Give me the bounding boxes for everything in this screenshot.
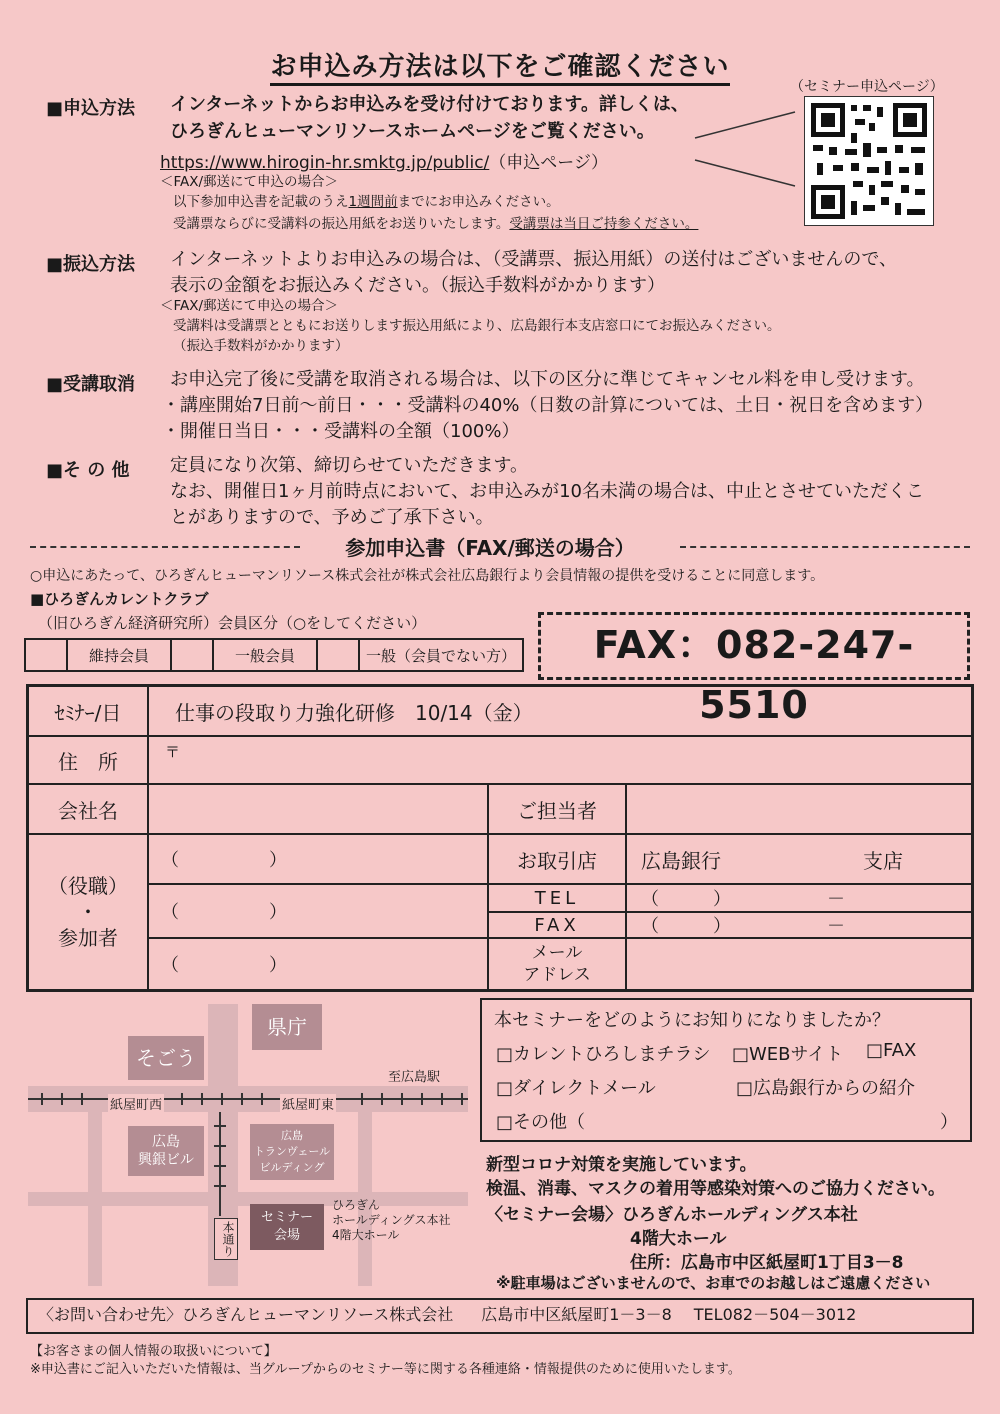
survey-option-other[interactable]: □その他（ [496,1112,586,1133]
map-tranvert-building: 広島 トランヴェール ビルディング [250,1124,334,1180]
application-form [26,684,974,992]
cancel-line3: ・開催日当日・・・受講料の全額（100%） [162,421,520,442]
map-kencho: 県庁 [252,1004,322,1050]
venue-map [28,996,468,1286]
covid-line2: 検温、消毒、マスクの着用等感染対策へのご協力ください。 [486,1179,945,1199]
seminar-label: ｾﾐﾅｰ/日 [28,686,148,736]
map-kogin-building: 広島 興銀ビル [128,1126,204,1176]
map-hq-label: ひろぎん ホールディングス本社 4階大ホール [332,1198,451,1242]
map-venue: セミナー 会場 [250,1204,324,1250]
venue-address: 住所：広島市中区紙屋町1丁目3－8 [630,1253,904,1273]
transfer-line2: 表示の金額をお振込みください。（振込手数料がかかります） [170,275,665,296]
page-title: お申込み方法は以下をご確認ください [0,46,1000,83]
contact-box: 〈お問い合わせ先〉ひろぎんヒューマンリソース株式会社 広島市中区紙屋町1－3－8 TEL082－504－3012 [26,1298,974,1334]
map-sogo: そごう [128,1036,204,1080]
divider-left [30,546,300,548]
transfer-fax-line2: （振込手数料がかかります） [173,338,349,354]
other-line1: 定員になり次第、締切らせていただきます。 [170,455,529,476]
qr-label: （セミナー申込ページ） [790,79,944,95]
apply-label: ■申込方法 [46,98,136,119]
transfer-label: ■振込方法 [46,254,136,275]
fax-label: FAX [488,912,626,938]
member-type-3: 一般（会員でない方） [359,639,523,671]
apply-fax-line2: 受講票ならびに受講料の振込用紙をお送りいたします。受講票は当日ご持参ください。 [173,216,699,232]
survey-option-flyer[interactable]: □カレントひろしまチラシ [496,1044,711,1065]
tel-label: TEL [488,884,626,912]
transfer-line1: インターネットよりお申込みの場合は、（受講票、振込用紙）の送付はございませんので、 [170,249,898,270]
bank-name: 広島銀行 [641,848,721,873]
postal-mark: 〒 [165,743,181,761]
map-station-dir: 至広島駅 [388,1070,441,1085]
survey-box [480,998,972,1142]
company-field[interactable] [148,784,488,834]
consent-text: ○申込にあたって、ひろぎんヒューマンリソース株式会社が株式会社広島銀行より会員情報の提供を受けることに同意します。 [30,568,825,584]
map-hondori: 本通り [214,1218,238,1260]
company-label: 会社名 [28,784,148,834]
seminar-url-link[interactable]: https://www.hirogin-hr.smktg.jp/public/ [160,153,490,173]
qr-pointer-lines [690,110,800,190]
seminar-value: 仕事の段取り力強化研修 10/14（金） [148,686,972,736]
contact-label: ご担当者 [488,784,626,834]
qr-code[interactable] [804,96,934,226]
fax-number: FAX：082-247-5510 [538,612,970,680]
survey-option-web[interactable]: □WEBサイト [732,1044,844,1065]
transfer-fax-head: ＜FAX/郵送にて申込の場合＞ [160,298,339,314]
venue-hall: 4階大ホール [630,1229,727,1249]
member-check-box-2[interactable] [171,639,213,671]
cancel-line2: ・講座開始7日前～前日・・・受講料の40%（日数の計算については、土日・祝日を含めます） [162,395,934,416]
url-suffix: （申込ページ） [489,153,608,173]
privacy-text: ※申込書にご記入いただいた情報は、当グループからのセミナー等に関する各種連絡・情報提供のために使用いたします。 [30,1362,741,1377]
transfer-fax-line1: 受講料は受講票とともにお送りします振込用紙により、広島銀行本支店窓口にてお振込みください。 [173,318,781,334]
map-kamiya-higashi: 紙屋町東 [280,1094,336,1113]
member-check-box-1[interactable] [25,639,67,671]
address-label: 住 所 [28,736,148,784]
survey-question: 本セミナーをどのようにお知りになりましたか？ [494,1010,890,1031]
participant-field-1[interactable]: （ ） [148,834,488,884]
survey-option-other-close: ） [940,1112,958,1133]
participant-field-2[interactable]: （ ） [148,884,488,938]
contact-field[interactable] [626,784,972,834]
mail-label: メール アドレス [488,938,626,990]
map-kamiya-nishi: 紙屋町西 [108,1094,164,1113]
apply-fax-line1: 以下参加申込書を記載のうえ1週間前までにお申込みください。 [173,194,560,210]
survey-option-dm[interactable]: □ダイレクトメール [496,1078,656,1099]
other-line3: とがありますので、予めご了承下さい。 [170,507,494,528]
other-line2: なお、開催日1ヶ月前時点において、お申込みが10名未満の場合は、中止とさせていただくこ [170,481,924,502]
covid-line1: 新型コロナ対策を実施しています。 [486,1155,757,1175]
participant-label: （役職） ・ 参加者 [28,834,148,990]
bank-field[interactable] [626,834,972,884]
member-type-2: 一般会員 [213,639,317,671]
apply-line2: ひろぎんヒューマンリソースホームページをご覧ください。 [170,121,655,142]
member-type-1: 維持会員 [67,639,171,671]
privacy-head: 【お客さまの個人情報の取扱いについて】 [30,1344,277,1359]
apply-line1: インターネットからお申込みを受け付けております。詳しくは、 [170,94,689,115]
member-type-table [24,638,524,672]
cancel-label: ■受講取消 [46,374,136,395]
fax-field[interactable]: （ ） － [626,912,972,938]
survey-option-bank[interactable]: □広島銀行からの紹介 [736,1078,916,1099]
address-field[interactable] [148,736,972,784]
branch-suffix: 支店 [863,848,903,873]
tel-field[interactable]: （ ） － [626,884,972,912]
cancel-line1: お申込完了後に受講を取消される場合は、以下の区分に準じてキャンセル料を申し受けます。 [170,369,925,390]
form-title: 参加申込書（FAX/郵送の場合） [345,536,635,560]
club-sub: （旧ひろぎん経済研究所）会員区分（○をしてください） [38,614,427,632]
survey-option-fax[interactable]: □FAX [866,1040,917,1061]
participant-field-3[interactable]: （ ） [148,938,488,990]
other-label: ■そ の 他 [46,460,130,481]
mail-field[interactable] [626,938,972,990]
club-label: ■ひろぎんカレントクラブ [30,590,209,608]
member-check-box-3[interactable] [317,639,359,671]
divider-right [680,546,970,548]
venue-line: 〈セミナー会場〉ひろぎんホールディングス本社 [486,1205,858,1225]
parking-note: ※駐車場はございませんので、お車でのお越しはご遠慮ください [496,1274,931,1292]
apply-fax-head: ＜FAX/郵送にて申込の場合＞ [160,174,339,190]
bank-label: お取引店 [488,834,626,884]
